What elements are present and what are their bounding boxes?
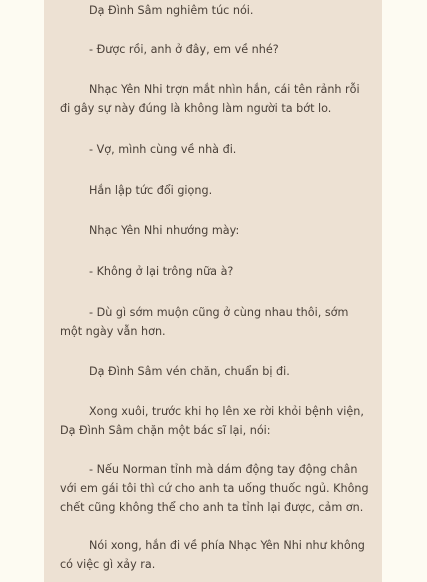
page-right-margin	[382, 0, 427, 582]
paragraph-2: - Được rồi, anh ở đây, em về nhé?	[89, 43, 279, 56]
paragraph-10: Xong xuôi, trước khi họ lên xe rời khỏi bệnh viện, Dạ Đình Sâm chặn một bác sĩ lại, nói:	[60, 405, 364, 437]
paragraph-11: - Nếu Norman tỉnh mà dám động tay động chân với em gái tôi thì cứ cho anh ta uống thuốc ngủ. Không chết cũng không thể cho anh ta tỉnh lại được, cảm ơn.	[60, 463, 369, 514]
reader-content-column	[44, 0, 382, 582]
paragraph-9: Dạ Đình Sâm vén chăn, chuẩn bị đi.	[89, 365, 290, 378]
paragraph-7: - Không ở lại trông nữa à?	[89, 265, 234, 278]
paragraph-5: Hắn lập tức đổi giọng.	[89, 184, 213, 197]
paragraph-3: Nhạc Yên Nhi trợn mắt nhìn hắn, cái tên rảnh rỗi đi gây sự này đúng là không làm người ta bớt lo.	[60, 83, 360, 115]
page-left-margin	[0, 0, 44, 582]
paragraph-12: Nói xong, hắn đi về phía Nhạc Yên Nhi như không có việc gì xảy ra.	[60, 539, 365, 571]
paragraph-6: Nhạc Yên Nhi nhướng mày:	[89, 224, 240, 237]
paragraph-8: - Dù gì sớm muộn cũng ở cùng nhau thôi, sớm một ngày vẫn hơn.	[60, 306, 349, 338]
paragraph-1: Dạ Đình Sâm nghiêm túc nói.	[89, 4, 254, 17]
paragraph-4: - Vợ, mình cùng về nhà đi.	[89, 143, 237, 156]
